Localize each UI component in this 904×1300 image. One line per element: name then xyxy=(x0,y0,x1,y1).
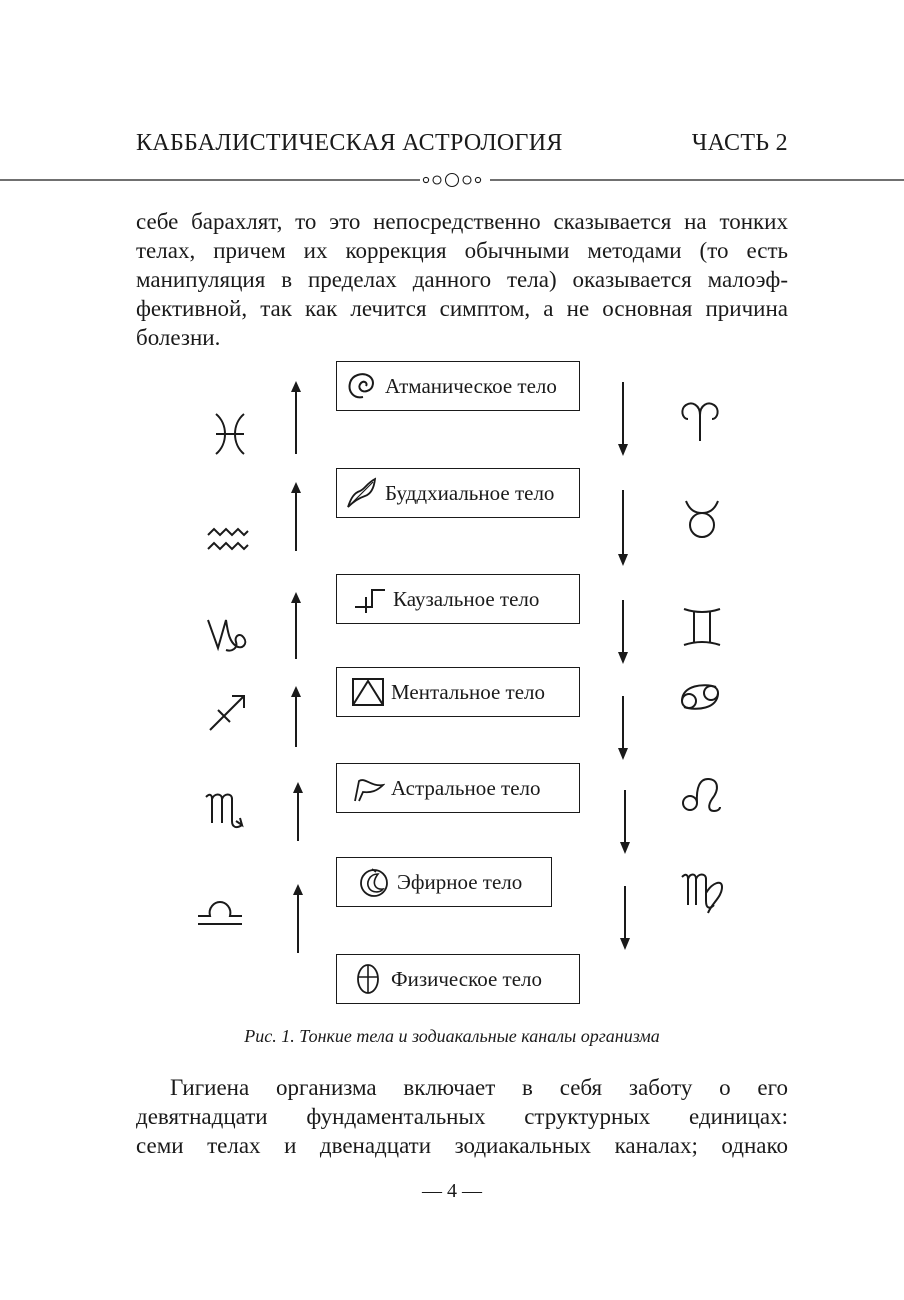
body-box-etheric xyxy=(336,857,552,907)
body-box-buddhic xyxy=(336,468,580,518)
body-label: Каузальное тело xyxy=(393,586,540,611)
arrow-up-icon xyxy=(290,883,306,955)
body-box-physical xyxy=(336,954,580,1004)
arrow-down-icon xyxy=(617,789,633,855)
paragraph-line: болезни. xyxy=(136,325,221,350)
arrow-down-icon xyxy=(617,885,633,951)
page-number: — 4 — xyxy=(422,1180,482,1202)
arrow-up-icon xyxy=(290,781,306,843)
leo-icon xyxy=(678,773,726,821)
libra-icon xyxy=(196,890,244,938)
pisces-icon xyxy=(206,410,254,458)
crescent-circle-icon xyxy=(357,865,391,899)
body-box-mental xyxy=(336,667,580,717)
arrow-down-icon xyxy=(615,381,631,457)
arrow-down-icon xyxy=(615,489,631,567)
running-head xyxy=(136,128,788,164)
flag-wave-icon xyxy=(351,771,385,805)
leaf-icon xyxy=(345,476,379,510)
paragraph-continuation xyxy=(136,207,788,352)
circle-cross-icon xyxy=(351,962,385,996)
scorpio-icon xyxy=(202,785,250,833)
figure-caption: Рис. 1. Тонкие тела и зодиакальные каналы организма xyxy=(244,1026,660,1046)
body-box-astral xyxy=(336,763,580,813)
paragraph-line: телах, причем их коррекция обычными методами (то есть xyxy=(136,238,788,263)
arrow-down-icon xyxy=(615,599,631,665)
body-label: Астральное тело xyxy=(391,775,541,800)
body-label: Ментальное тело xyxy=(391,679,545,704)
body-label: Буддхиальное тело xyxy=(385,480,555,505)
virgo-icon xyxy=(680,867,728,915)
subtle-bodies-diagram xyxy=(0,355,904,1015)
triangle-box-icon xyxy=(351,675,385,709)
gemini-icon xyxy=(678,603,726,651)
aries-icon xyxy=(676,397,724,445)
arrow-down-icon xyxy=(615,695,631,761)
arrow-up-icon xyxy=(288,481,304,553)
paragraph-line: манипуляция в пределах данного тела) оказывается малоэф- xyxy=(136,267,788,292)
body-box-atmanic xyxy=(336,361,580,411)
cancer-icon xyxy=(676,673,724,721)
capricorn-icon xyxy=(204,610,252,658)
body-label: Физическое тело xyxy=(391,966,543,991)
paragraph-line: девятнадцати фундаментальных структурных единицах: xyxy=(136,1104,788,1129)
sagittarius-icon xyxy=(204,686,252,734)
body-label: Эфирное тело xyxy=(397,869,523,894)
book-title: КАББАЛИСТИЧЕСКАЯ АСТРОЛОГИЯ xyxy=(136,130,563,156)
aquarius-icon xyxy=(204,515,252,563)
step-cross-icon xyxy=(353,582,387,616)
body-label: Атманическое тело xyxy=(385,373,557,398)
paragraph-line: Гигиена организма включает в себя заботу о его xyxy=(170,1075,788,1100)
ornamental-rule xyxy=(0,168,904,192)
arrow-up-icon xyxy=(288,591,304,661)
paragraph-line: себе барахлят, то это непосредственно сказывается на тонких xyxy=(136,209,788,234)
arrow-up-icon xyxy=(288,380,304,456)
paragraph-main xyxy=(136,1073,788,1160)
body-box-causal xyxy=(336,574,580,624)
arrow-up-icon xyxy=(288,685,304,749)
part-label: ЧАСТЬ 2 xyxy=(691,130,788,156)
paragraph-line: семи телах и двенадцати зодиакальных каналах; однако xyxy=(136,1133,788,1158)
taurus-icon xyxy=(678,495,726,543)
paragraph-line: фективной, так как лечится симптом, а не основная причина xyxy=(136,296,788,321)
spiral-icon xyxy=(345,369,379,403)
